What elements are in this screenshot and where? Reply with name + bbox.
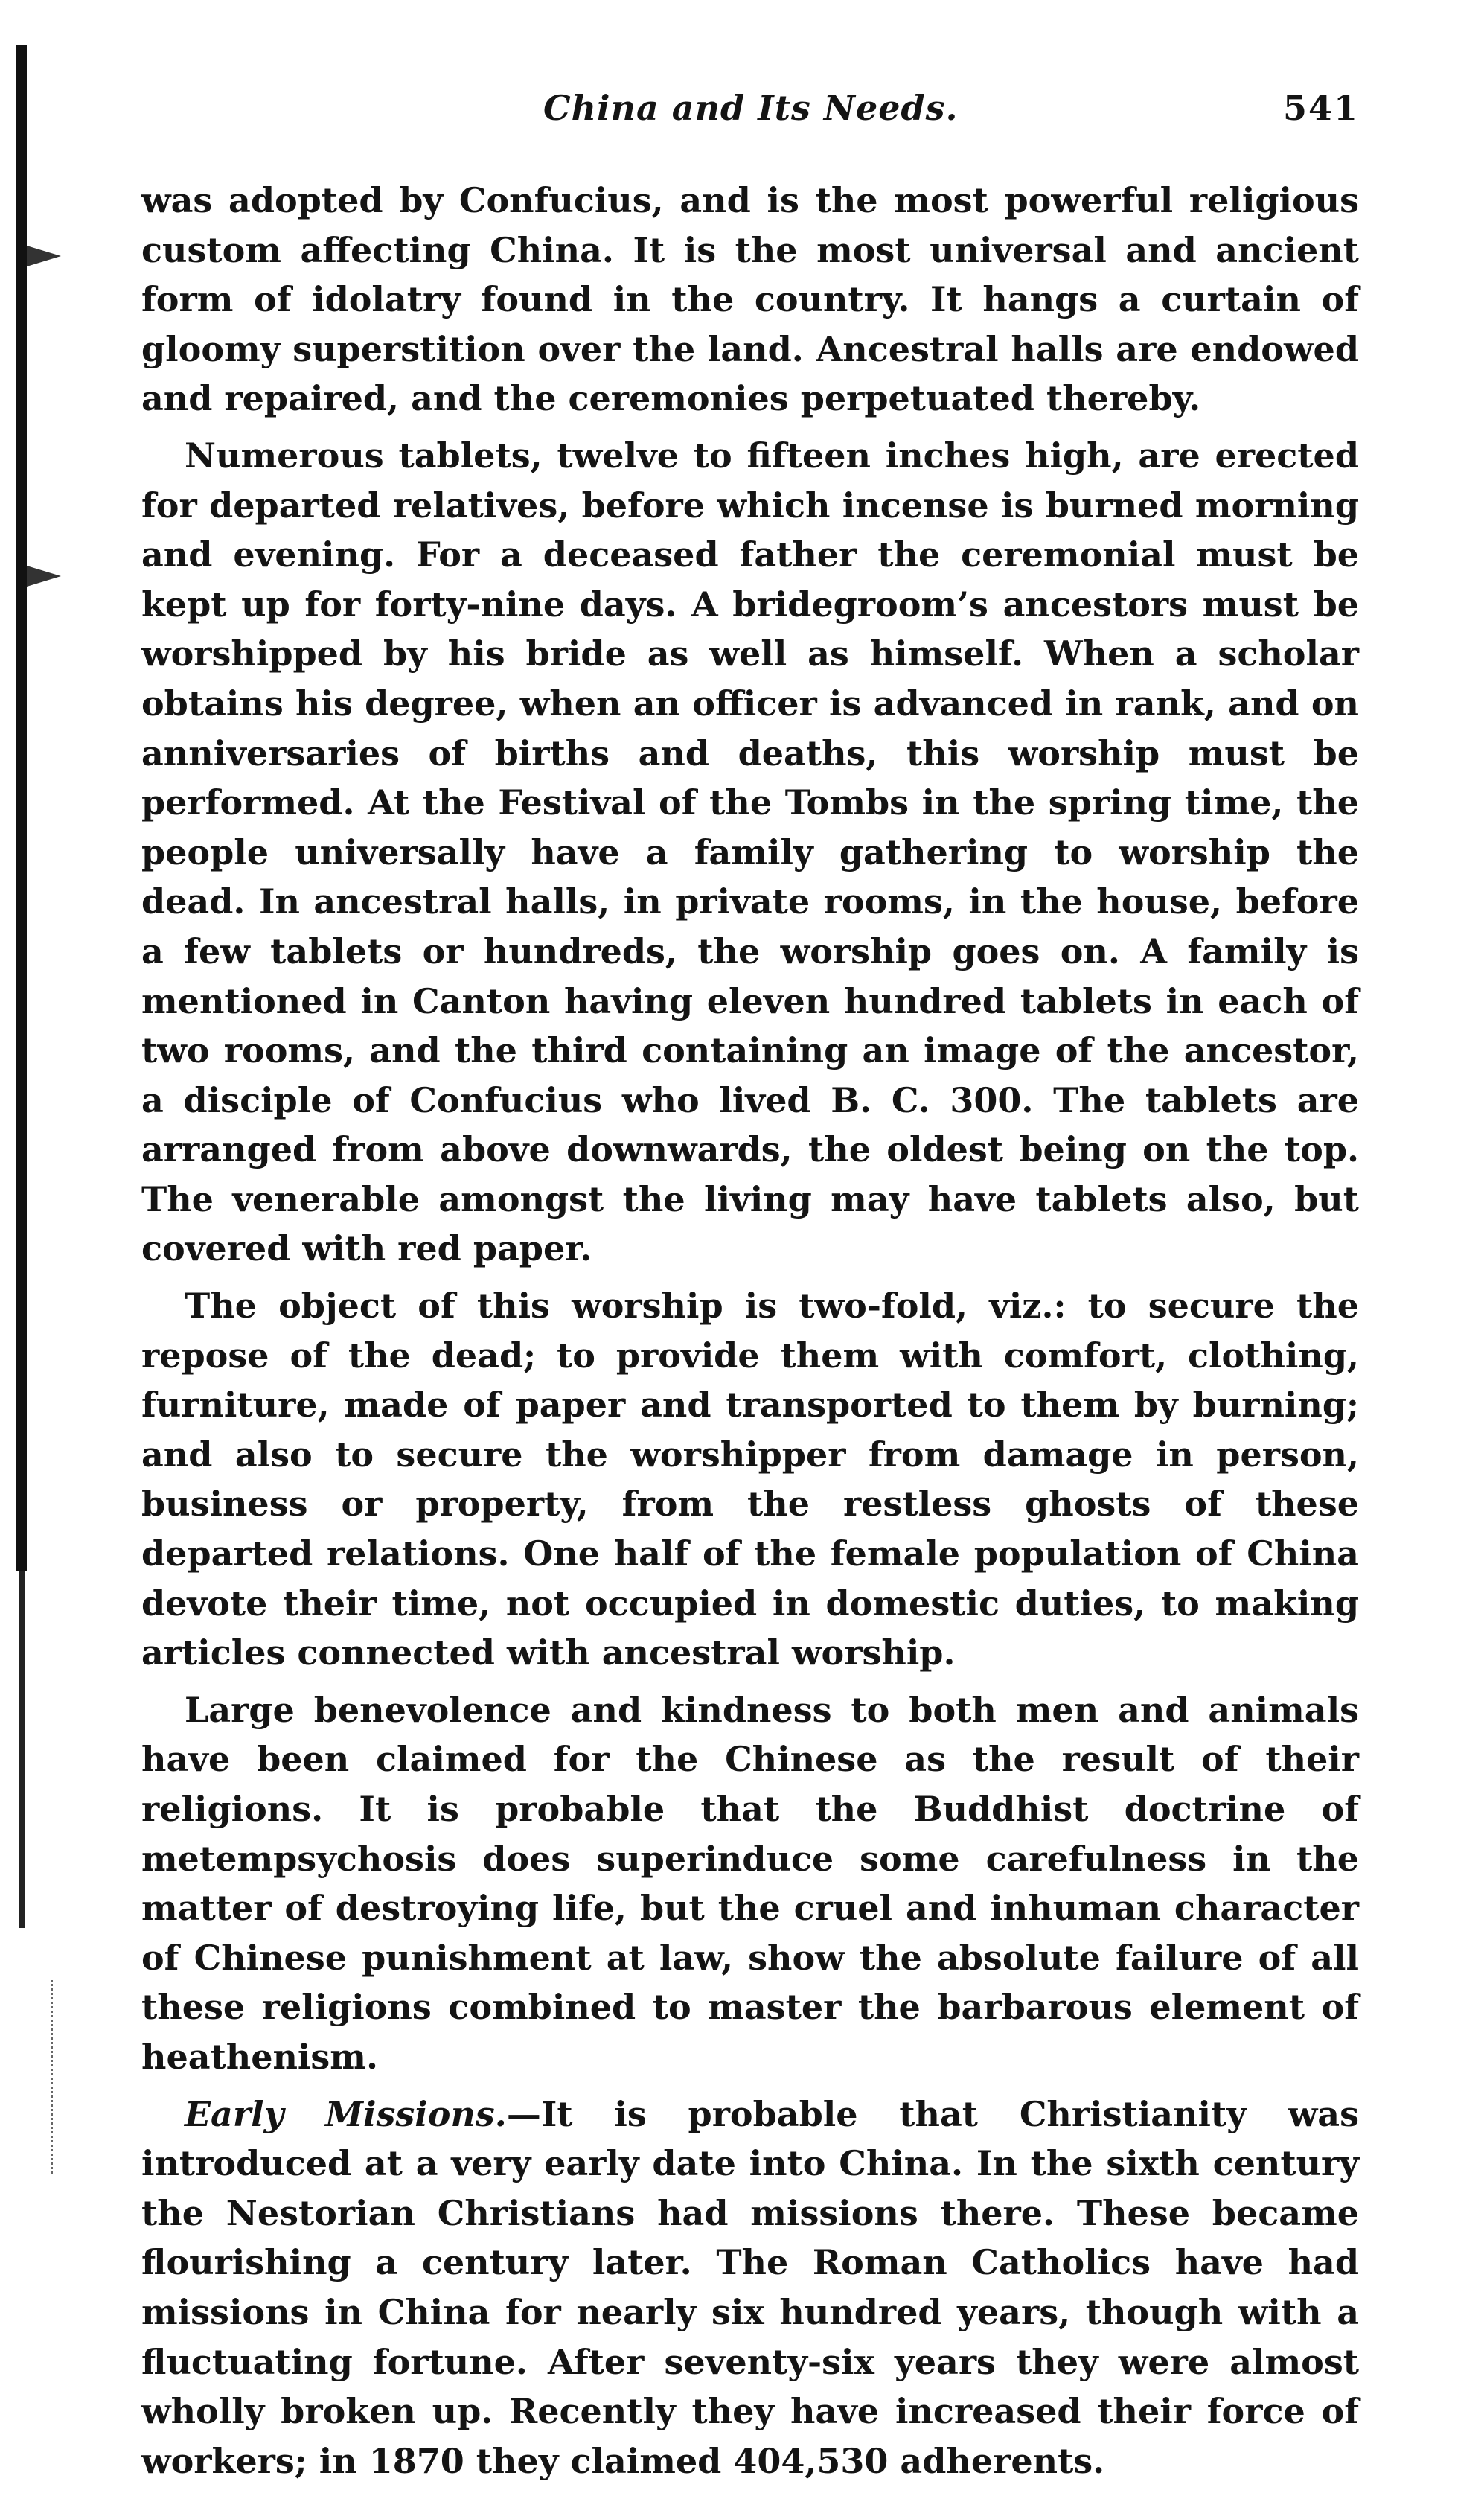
scan-dotted-edge [51, 1980, 56, 2174]
paragraph: The object of this worship is two-fold, viz.: to secure the repose of the dead; to provide them with comfort, clothing, furniture, made of paper and transported to them by burning; and also to secure the worshipper from damage in person, business or property, from the restless ghosts of these departed relations. One half of the female population of China devote their time, not occupied in domestic duties, to making articles connected with ancestral worship. [141, 1286, 1359, 1673]
section-text-early-missions: —It is probable that Christianity was introduced at a very early date into China. In the sixth century the Nestorian Christians had missions there. These became flourishing a century later. The Roman Catholics have had missions in China for nearly six hundred years, though with a fluctuating fortune. After seventy-six years they were almost wholly broken up. Recently they have increased their force of workers; in 1870 they claimed 404,530 adherents. [141, 2093, 1359, 2481]
scan-binding-edge [16, 45, 27, 1571]
scan-notch-mark [27, 246, 61, 266]
paragraph: Numerous tablets, twelve to fifteen inches high, are erected for departed relatives, before which incense is burned morning and evening. For a deceased father the ceremonial must be kept up for forty-nine days. A bridegroom’s ancestors must be worshipped by his bride as well as himself. When a scholar obtains his degree, when an officer is advanced in rank, and on anniversaries of births and deaths, this worship must be performed. At the Festival of the Tombs in the spring time, the people universally have a family gathering to worship the dead. In ancestral halls, in private rooms, in the house, before a few tablets or hundreds, the worship goes on. A family is mentioned in Canton having eleven hundred tablets in each of two rooms, and the third containing an image of the ancestor, a disciple of Confucius who lived B. C. 300. The tablets are arranged from above downwards, the oldest being on the top. The venerable amongst the living may have tablets also, but covered with red paper. [141, 435, 1359, 1269]
paragraph: was adopted by Confucius, and is the most powerful religious custom affecting China. It is the most universal and ancient form of idolatry found in the country. It hangs a curtain of gloomy superstition over the land. Ancestral halls are endowed and repaired, and the ceremonies perpetuated thereby. [141, 180, 1359, 419]
paragraph-early-missions [141, 2090, 1359, 2486]
paragraph: Large benevolence and kindness to both men and animals have been claimed for the Chinese as the result of their religions. It is probable that the Buddhist doctrine of metempsychosis does superinduce some carefulness in the matter of destroying life, but the cruel and inhuman character of Chinese punishment at law, show the absolute failure of all these religions combined to master the barbarous element of heathenism. [141, 1689, 1359, 2077]
page-header [141, 88, 1359, 155]
section-heading-early-missions: Early Missions. [185, 2093, 507, 2134]
book-page [141, 88, 1359, 2493]
scan-binding-edge-lower [19, 1571, 25, 1928]
scan-notch-mark [27, 566, 61, 587]
running-title: China and Its Needs. [543, 88, 959, 128]
body-text [141, 176, 1359, 2486]
page-number: 541 [1282, 88, 1359, 128]
